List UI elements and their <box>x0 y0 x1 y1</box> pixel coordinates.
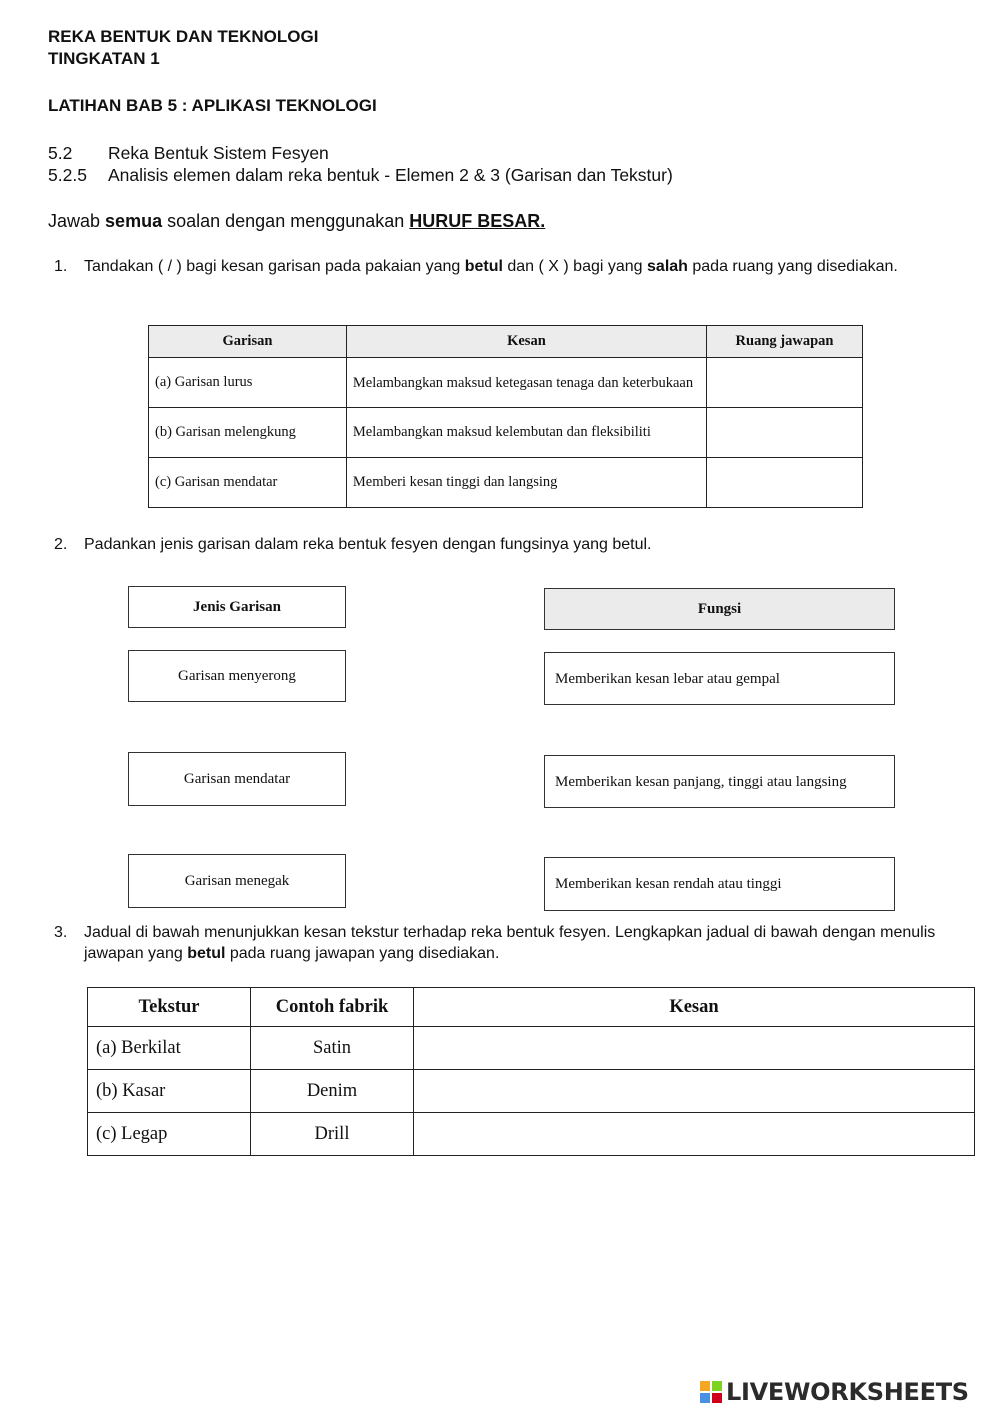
section-number: 5.2 <box>48 143 73 163</box>
q3-tekstur-c: (c) Legap <box>88 1113 251 1156</box>
q1-header-garisan: Garisan <box>149 326 347 358</box>
section-title: Reka Bentuk Sistem Fesyen <box>108 143 329 163</box>
table-row <box>149 358 863 408</box>
header-subject: REKA BENTUK DAN TEKNOLOGI <box>48 27 319 46</box>
q1-header-kesan: Kesan <box>346 326 706 358</box>
q1-text: Tandakan ( / ) bagi kesan garisan pada pakaian yang betul dan ( X ) bagi yang salah pada ruang yang disediakan. <box>84 258 898 275</box>
logo-icon <box>700 1381 722 1403</box>
liveworksheets-logo <box>700 1378 969 1406</box>
q2-left-item-3[interactable]: Garisan menegak <box>128 854 346 908</box>
header-form: TINGKATAN 1 <box>48 49 160 68</box>
table-row <box>88 1027 975 1070</box>
q2-number: 2. <box>54 536 68 553</box>
q3-fabrik-b: Denim <box>251 1070 414 1113</box>
q1-header-ruang: Ruang jawapan <box>707 326 863 358</box>
q3-tekstur-b: (b) Kasar <box>88 1070 251 1113</box>
subsection-title: Analisis elemen dalam reka bentuk - Elemen 2 & 3 (Garisan dan Tekstur) <box>108 165 673 185</box>
q3-fabrik-c: Drill <box>251 1113 414 1156</box>
q1-kesan-a: Melambangkan maksud ketegasan tenaga dan keterbukaan <box>346 358 706 408</box>
table-row <box>88 1070 975 1113</box>
q3-text: Jadual di bawah menunjukkan kesan tekstur terhadap reka bentuk fesyen. Lengkapkan jadual di bawah dengan menulis jawapan yang betul pada ruang jawapan yang disediakan. <box>84 924 936 962</box>
subsection-number: 5.2.5 <box>48 165 87 185</box>
q3-tekstur-a: (a) Berkilat <box>88 1027 251 1070</box>
q1-garisan-c: (c) Garisan mendatar <box>149 458 347 508</box>
q2-right-header: Fungsi <box>544 588 895 630</box>
q3-header-tekstur: Tekstur <box>88 988 251 1027</box>
q1-table <box>148 325 863 508</box>
q3-header-fabrik: Contoh fabrik <box>251 988 414 1027</box>
table-row <box>149 408 863 458</box>
q2-left-item-2[interactable]: Garisan mendatar <box>128 752 346 806</box>
q3-fabrik-a: Satin <box>251 1027 414 1070</box>
q1-answer-b[interactable] <box>707 408 863 458</box>
q2-text: Padankan jenis garisan dalam reka bentuk fesyen dengan fungsinya yang betul. <box>84 536 652 553</box>
q2-right-item-1[interactable]: Memberikan kesan lebar atau gempal <box>544 652 895 705</box>
q2-left-item-1[interactable]: Garisan menyerong <box>128 650 346 702</box>
page-title: LATIHAN BAB 5 : APLIKASI TEKNOLOGI <box>48 96 377 115</box>
q1-answer-c[interactable] <box>707 458 863 508</box>
q3-answer-a[interactable] <box>414 1027 975 1070</box>
q1-kesan-c: Memberi kesan tinggi dan langsing <box>346 458 706 508</box>
q3-answer-b[interactable] <box>414 1070 975 1113</box>
q3-number: 3. <box>54 924 68 941</box>
q1-garisan-a: (a) Garisan lurus <box>149 358 347 408</box>
q2-right-item-2[interactable]: Memberikan kesan panjang, tinggi atau langsing <box>544 755 895 808</box>
q2-left-header: Jenis Garisan <box>128 586 346 628</box>
q2-right-item-3[interactable]: Memberikan kesan rendah atau tinggi <box>544 857 895 911</box>
q1-number: 1. <box>54 258 68 275</box>
q3-answer-c[interactable] <box>414 1113 975 1156</box>
table-row <box>88 1113 975 1156</box>
q1-garisan-b: (b) Garisan melengkung <box>149 408 347 458</box>
q3-header-kesan: Kesan <box>414 988 975 1027</box>
instruction: Jawab semua soalan dengan menggunakan HURUF BESAR. <box>48 211 546 231</box>
q1-kesan-b: Melambangkan maksud kelembutan dan fleksibiliti <box>346 408 706 458</box>
q3-table <box>87 987 975 1156</box>
q1-answer-a[interactable] <box>707 358 863 408</box>
table-row <box>149 458 863 508</box>
logo-text: LIVEWORKSHEETS <box>726 1378 969 1406</box>
